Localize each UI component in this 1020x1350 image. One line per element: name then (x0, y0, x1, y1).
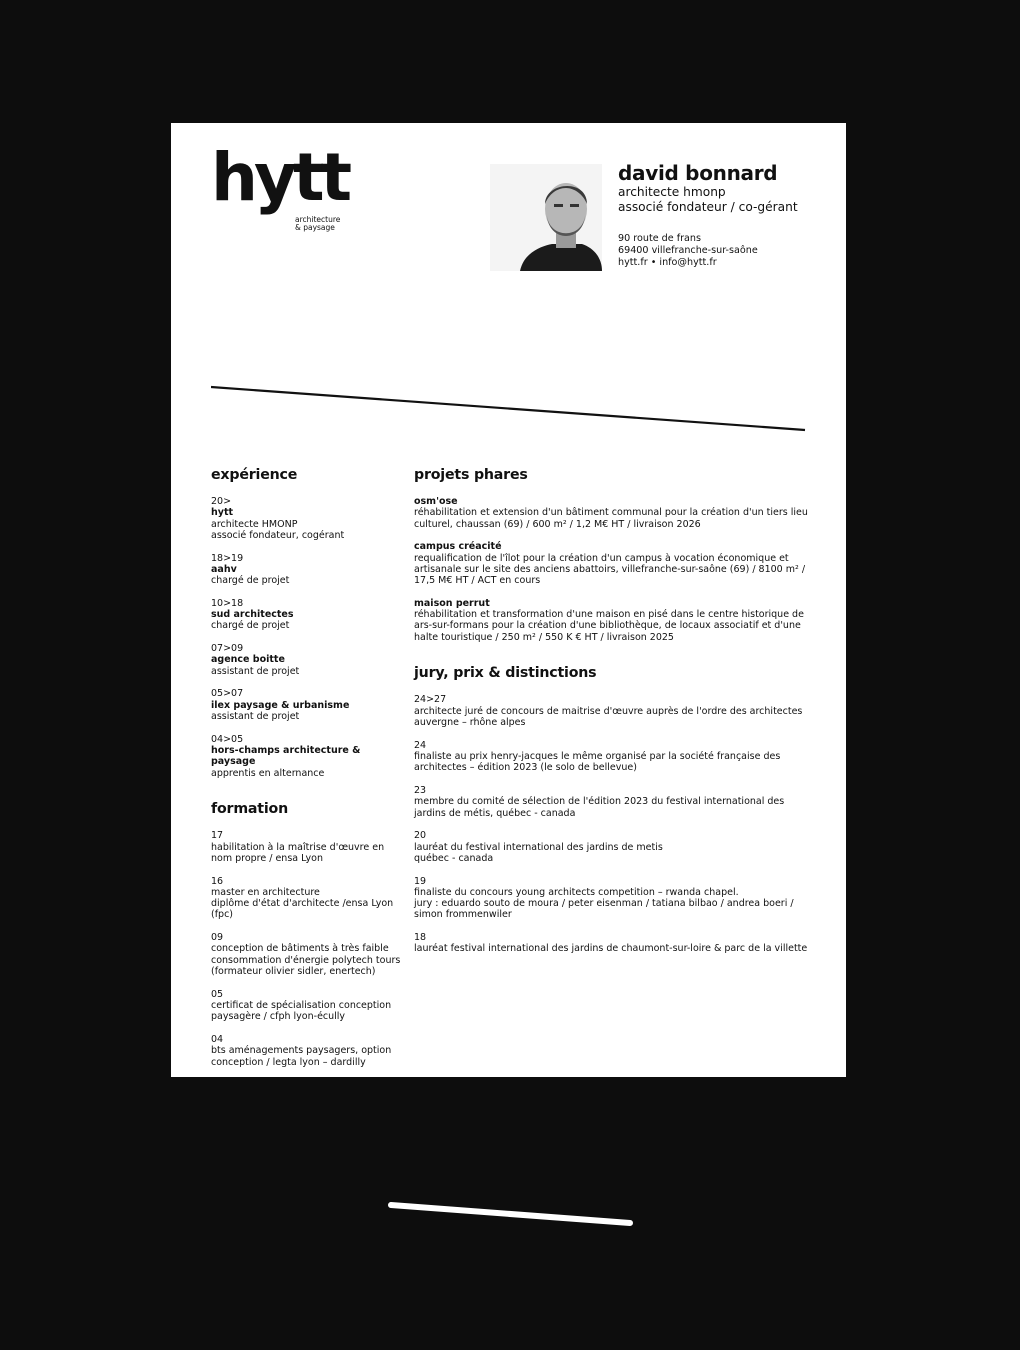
experience-years: 18>19 (211, 552, 244, 564)
experience-entry (211, 496, 401, 541)
formation-text: habilitation à la maîtrise d'œuvre en nom propre / ensa Lyon (211, 841, 385, 864)
award-entry (414, 830, 809, 864)
experience-role: apprentis en alternance (211, 767, 325, 779)
experience-entry (211, 643, 401, 677)
experience-org: aahv (211, 563, 237, 575)
formation-entry (211, 876, 401, 921)
formation-year: 17 (211, 830, 224, 842)
award-text: finaliste au prix henry-jacques le même organisé par la société française des architectes – édition 2023 (le solo de bellevue) (414, 751, 781, 774)
experience-years: 04>05 (211, 733, 244, 745)
award-entry (414, 694, 809, 728)
project-entry (414, 496, 809, 530)
projects-list (414, 496, 809, 643)
experience-org: hytt (211, 507, 234, 519)
experience-role: associé fondateur, cogérant (211, 529, 345, 541)
experience-role: chargé de projet (211, 575, 290, 587)
awards-list (414, 694, 809, 954)
award-text: architecte juré de concours de maitrise d'œuvre auprès de l'ordre des architectes auvergne – rhône alpes (414, 705, 803, 729)
slide-indicator-bar (388, 1201, 634, 1227)
formation-text: master en architecture (211, 886, 320, 898)
experience-list (211, 496, 401, 779)
project-name: osm'ose (414, 496, 458, 507)
left-column (211, 466, 401, 1079)
award-year: 19 (414, 875, 427, 887)
project-name: maison perrut (414, 597, 490, 609)
address-line-1: 90 route de frans (618, 233, 701, 244)
award-year: 23 (414, 785, 427, 796)
award-text: jury : eduardo souto de moura / peter eisenman / tatiana bilbao / andrea boeri / simon frommenwiler (414, 898, 794, 921)
formation-title: formation (211, 801, 288, 818)
project-text: réhabilitation et extension d'un bâtiment communal pour la création d'un tiers lieu culturel, chaussan (69) / 600 m² / 1,2 M€ HT / livraison 2026 (414, 507, 808, 530)
experience-entry (211, 734, 401, 779)
experience-years: 07>09 (211, 643, 244, 655)
experience-title: expérience (211, 467, 298, 483)
diagonal-rule (211, 385, 807, 433)
award-text: québec - canada (414, 852, 494, 864)
logo-tagline: architecture & paysage (295, 215, 341, 232)
experience-org: ilex paysage & urbanisme (211, 699, 350, 711)
address-block (618, 233, 828, 270)
experience-org: agence boitte (211, 654, 285, 666)
award-entry (414, 876, 809, 921)
experience-role: assistant de projet (211, 711, 300, 723)
formation-year: 05 (211, 988, 224, 1000)
identity-block (618, 161, 828, 270)
award-entry (414, 785, 809, 819)
award-year: 18 (414, 932, 427, 944)
formation-list (211, 830, 401, 1068)
project-entry (414, 598, 809, 643)
experience-entry (211, 553, 401, 587)
role-line-2: associé fondateur / co-gérant (618, 200, 798, 214)
portrait-photo (490, 164, 602, 271)
logo-wordmark: hytt (211, 139, 349, 216)
formation-entry (211, 830, 401, 864)
cv-page (171, 123, 846, 1077)
role-line-1: architecte hmonp (618, 185, 726, 199)
experience-org: hors-champs architecture & paysage (211, 745, 361, 768)
experience-years: 20> (211, 496, 232, 507)
award-year: 24>27 (414, 694, 447, 706)
formation-text: bts aménagements paysagers, option conception / legta lyon – dardilly (211, 1045, 392, 1068)
experience-role: assistant de projet (211, 665, 300, 677)
formation-year: 04 (211, 1034, 224, 1045)
address-line-2: 69400 villefranche-sur-saône (618, 245, 758, 257)
experience-years: 05>07 (211, 688, 244, 700)
experience-entry (211, 688, 401, 722)
formation-entry (211, 932, 401, 977)
formation-year: 09 (211, 932, 224, 944)
formation-entry (211, 1034, 401, 1068)
award-entry (414, 932, 809, 955)
contact-line: hytt.fr • info@hytt.fr (618, 257, 717, 269)
award-text: lauréat festival international des jardins de chaumont-sur-loire & parc de la villette (414, 943, 808, 955)
award-text: finaliste du concours young architects competition – rwanda chapel. (414, 886, 739, 898)
award-year: 24 (414, 739, 427, 751)
awards-title: jury, prix & distinctions (414, 665, 597, 682)
right-column (414, 466, 809, 966)
hytt-logo (211, 139, 361, 239)
formation-text: diplôme d'état d'architecte /ensa Lyon (fpc) (211, 898, 394, 921)
project-entry (414, 541, 809, 586)
award-text: lauréat du festival international des jardins de metis (414, 841, 663, 853)
experience-years: 10>18 (211, 597, 244, 609)
award-entry (414, 740, 809, 774)
project-text: requalification de l'îlot pour la création d'un campus à vocation économique et artisanale sur le site des anciens abattoirs, villefranche-sur-saône (69) / 8100 m² / 17,5 M€ HT / ACT en cours (414, 552, 806, 587)
experience-role: architecte HMONP (211, 518, 298, 530)
formation-text: conception de bâtiments à très faible consommation d'énergie polytech tours (formateur olivier sidler, enertech) (211, 943, 401, 978)
award-year: 20 (414, 830, 427, 842)
formation-entry (211, 989, 401, 1023)
projects-title: projets phares (414, 467, 528, 483)
formation-year: 16 (211, 875, 224, 887)
award-text: membre du comité de sélection de l'édition 2023 du festival international des jardins de métis, québec - canada (414, 796, 785, 819)
project-text: réhabilitation et transformation d'une maison en pisé dans le centre historique de ars-sur-formans pour la création d'une bibliothèque, de locaux associatif et d'une halte touristique / 250 m² / 550 K € HT / livraison 2025 (414, 609, 804, 643)
project-name: campus créacité (414, 541, 502, 553)
formation-text: certificat de spécialisation conception paysagère / cfph lyon-écully (211, 1000, 392, 1023)
experience-role: chargé de projet (211, 620, 290, 632)
experience-org: sud architectes (211, 609, 294, 621)
experience-entry (211, 598, 401, 632)
person-name: david bonnard (618, 161, 778, 185)
